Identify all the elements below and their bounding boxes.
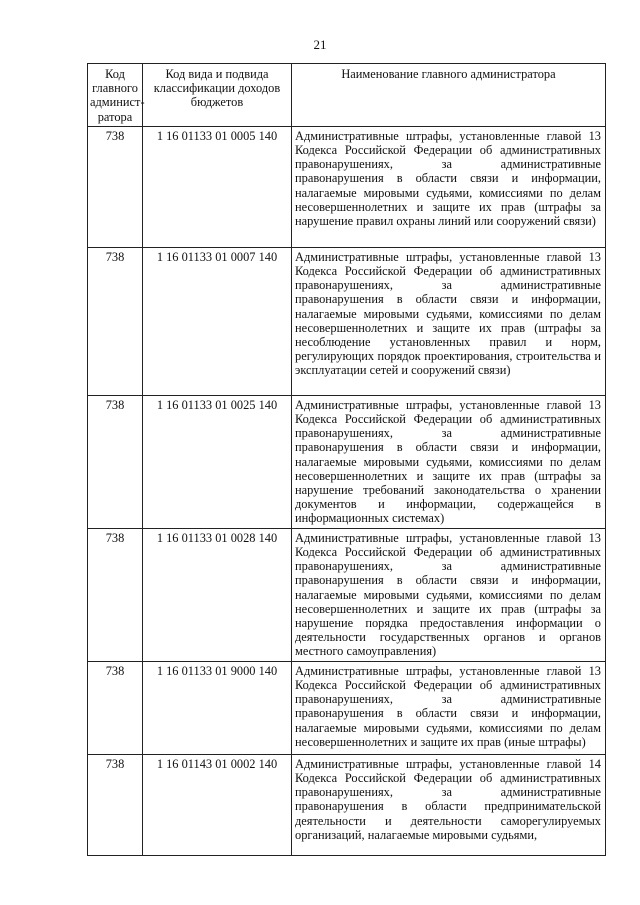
header-administrator-name: Наименование главного администратора xyxy=(292,64,606,127)
table-row xyxy=(88,126,606,247)
table-row xyxy=(88,528,606,661)
table-row xyxy=(88,754,606,855)
table-row xyxy=(88,395,606,528)
header-kbk: Код вида и подвида классификации доходов бюджетов xyxy=(143,64,292,127)
description-cell: Административные штрафы, установленные главой 13 Кодекса Российской Федерации об административных правонарушениях, за административные правонарушения в области связи и информации, налагаемые мировыми судьями, комиссиями по делам несовершеннолетних и защите их прав (штрафы за нарушение порядка предоставления информации о деятельности государственных органов и органов местного самоуправления) xyxy=(292,528,606,661)
admin-code-cell: 738 xyxy=(88,661,143,754)
page-number: 21 xyxy=(313,37,327,52)
description-cell: Административные штрафы, установленные главой 13 Кодекса Российской Федерации об административных правонарушениях, за административные правонарушения в области связи и информации, налагаемые мировыми судьями, комиссиями по делам несовершеннолетних и защите их прав (штрафы за нарушение правил охраны линий или сооружений связи) xyxy=(292,126,606,247)
revenue-administrators-table xyxy=(87,63,606,856)
kbk-cell: 1 16 01143 01 0002 140 xyxy=(143,754,292,855)
kbk-cell: 1 16 01133 01 9000 140 xyxy=(143,661,292,754)
kbk-cell: 1 16 01133 01 0007 140 xyxy=(143,247,292,395)
kbk-cell: 1 16 01133 01 0025 140 xyxy=(143,395,292,528)
header-admin-code: Код главного админист-ратора xyxy=(88,64,143,127)
admin-code-cell: 738 xyxy=(88,754,143,855)
admin-code-cell: 738 xyxy=(88,528,143,661)
admin-code-cell: 738 xyxy=(88,247,143,395)
admin-code-cell: 738 xyxy=(88,126,143,247)
table-row xyxy=(88,247,606,395)
description-cell: Административные штрафы, установленные главой 13 Кодекса Российской Федерации об административных правонарушениях, за административные правонарушения в области связи и информации, налагаемые мировыми судьями, комиссиями по делам несовершеннолетних и защите их прав (иные штрафы) xyxy=(292,661,606,754)
description-cell: Административные штрафы, установленные главой 14 Кодекса Российской Федерации об административных правонарушениях, за административные правонарушения в области предпринимательской деятельности и деятельности саморегулируемых организаций, налагаемые мировыми судьями, xyxy=(292,754,606,855)
description-cell: Административные штрафы, установленные главой 13 Кодекса Российской Федерации об административных правонарушениях, за административные правонарушения в области связи и информации, налагаемые мировыми судьями, комиссиями по делам несовершеннолетних и защите их прав (штрафы за нарушение требований законодательства о хранении документов и информации, содержащейся в информационных системах) xyxy=(292,395,606,528)
admin-code-cell: 738 xyxy=(88,395,143,528)
kbk-cell: 1 16 01133 01 0005 140 xyxy=(143,126,292,247)
table-header-row xyxy=(88,64,606,127)
description-cell: Административные штрафы, установленные главой 13 Кодекса Российской Федерации об административных правонарушениях, за административные правонарушения в области связи и информации, налагаемые мировыми судьями, комиссиями по делам несовершеннолетних и защите их прав (штрафы за несоблюдение установленных правил и норм, регулирующих порядок проектирования, строительства и эксплуатации сетей и сооружений связи) xyxy=(292,247,606,395)
table-row xyxy=(88,661,606,754)
kbk-cell: 1 16 01133 01 0028 140 xyxy=(143,528,292,661)
